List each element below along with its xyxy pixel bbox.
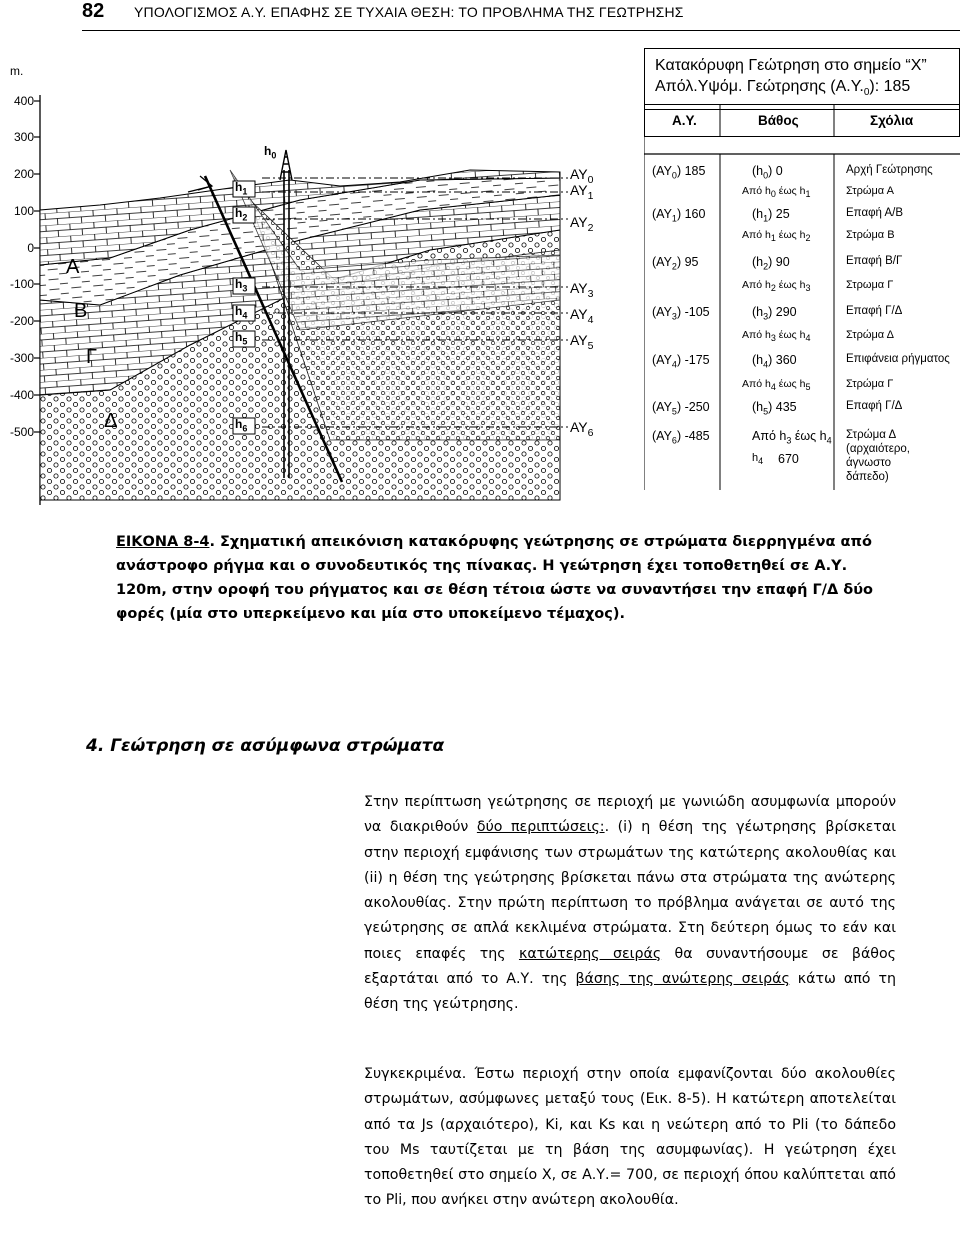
h-label: $h_3$ bbox=[235, 277, 248, 294]
table-title bbox=[644, 48, 960, 110]
y-tick-label: -300 bbox=[9, 351, 34, 365]
table-cell-ay: $(AY_0)$ 185 bbox=[652, 164, 706, 181]
figure-caption bbox=[116, 530, 896, 626]
table-cell-note: (αρχαιότερο, bbox=[846, 443, 910, 455]
table-cell-note: Στρωμα Γ bbox=[846, 279, 894, 291]
ay-label: $AY_0$ bbox=[570, 166, 594, 186]
table-cell-note: Επαφή Γ/Δ bbox=[846, 305, 903, 317]
table-cell-depth: $(h_1)$ 25 bbox=[752, 207, 790, 224]
table-cell-note: Επιφάνεια ρήγματος bbox=[846, 353, 950, 365]
paragraph-1: Στην περίπτωση γεώτρησης σε περιοχή με γωνιώδη ασυμφωνία μπορούν να διακριθούν δύο περιπτώσεις:. (i) η θέση της γέωτρησης βρίσκεται στην περιοχή εμφάνισης των στρωμάτων της κατώτερης ακολουθίας και (ii) η θέση της γεώτρησης βρίσκεται πάνω στα στρώματα της ανώτερης ακολουθίας. Στην πρώτη περίπτωση το πρόβλημα ανάγεται σε αυτό της γεώτρησης σε απλά κεκλιμένα στρώματα. Στη δεύτερη όμως το εάν και ποιες επαφές της κατώτερης σειράς θα συναντήσουμε σε βάθος εξαρτάται από το Α.Υ. της βάσης της ανώτερης σειράς κάτω από τη θέση της γεώτρησης. bbox=[364, 794, 897, 1013]
layer-label: Γ bbox=[86, 346, 98, 368]
caption-text: . Σχηματική απεικόνιση κατακόρυφης γεώτρησης σε στρώματα διερρηγμένα από ανάστροφο ρήγμα και ο συνοδευτικός της πίνακας. Η γεώτρηση έχει τοποθετηθεί σε Α.Υ. 120m, στην οροφή του ρήγματος και σε θέση τέτοια ώστε να συναντήσει την επαφή Γ/Δ δύο φορές (μία στο υπερκείμενο και μία στο υποκείμενο τέμαχος). bbox=[116, 534, 873, 622]
ay-label: $AY_4$ bbox=[570, 306, 594, 326]
y-tick-label: 200 bbox=[13, 167, 34, 181]
table-cell-depth: $(h_5)$ 435 bbox=[752, 400, 797, 417]
table-cell-note: Στρώμα Β bbox=[846, 229, 895, 241]
table-cell-depth: Από $h_3$ έως $h_4$ bbox=[752, 429, 832, 446]
table-cell-depth: $h_4$ bbox=[752, 452, 764, 467]
h-label: $h_4$ bbox=[235, 304, 248, 321]
y-tick-label: -200 bbox=[9, 314, 34, 328]
table-title-line1: Κατακόρυφη Γεώτρηση στο σημείο “Χ” bbox=[655, 57, 927, 74]
table-cell-depth: $(h_4)$ 360 bbox=[752, 353, 797, 370]
h-label: $h_1$ bbox=[235, 180, 248, 197]
table-cell-ay: $(AY_1)$ 160 bbox=[652, 207, 706, 224]
borehole-table bbox=[644, 48, 960, 110]
table-cell-depth: 670 bbox=[778, 452, 799, 466]
ay-label: $AY_2$ bbox=[570, 214, 594, 234]
table-title-line2: Απόλ.Υψόμ. Γεώτρησης $(A.\Upsilon._0)$: 185 bbox=[655, 78, 911, 99]
table-cell-note: Στρώμα Α bbox=[846, 185, 894, 197]
y-tick-label: 300 bbox=[13, 130, 34, 144]
table-cell-ay: $(AY_2)$ 95 bbox=[652, 255, 699, 272]
h-label: $h_6$ bbox=[235, 417, 248, 434]
table-cell-note: Αρχή Γεώτρησης bbox=[846, 164, 933, 176]
table-cell-note: δάπεδο) bbox=[846, 471, 889, 483]
table-cell-depth: $(h_2)$ 90 bbox=[752, 255, 790, 272]
table-cell-depth: Από $h_1$ έως $h_2$ bbox=[742, 229, 811, 244]
y-tick-label: 100 bbox=[13, 204, 34, 218]
y-tick-label: 400 bbox=[13, 94, 34, 108]
column-header: Α.Υ. bbox=[672, 113, 697, 128]
h-label: $h_0$ bbox=[264, 144, 277, 161]
table-cell-depth: Από $h_0$ έως $h_1$ bbox=[742, 185, 811, 200]
table-cell-depth: $(h_3)$ 290 bbox=[752, 305, 797, 322]
y-tick-label: -400 bbox=[9, 388, 34, 402]
y-tick-label: -100 bbox=[9, 277, 34, 291]
table-cell-ay: $(AY_5)$ -250 bbox=[652, 400, 710, 417]
table-cell-ay: $(AY_6)$ -485 bbox=[652, 429, 710, 446]
layer-label: Δ bbox=[104, 410, 118, 432]
table-cell-depth: Από $h_2$ έως $h_3$ bbox=[742, 279, 811, 294]
table-cell-note: Στρώμα Γ bbox=[846, 378, 894, 390]
caption-label: ΕΙΚΟΝΑ 8-4 bbox=[116, 534, 210, 550]
ay-label: $AY_1$ bbox=[570, 182, 594, 202]
header-rule bbox=[82, 30, 960, 31]
table-cell-note: Στρώμα Δ bbox=[846, 329, 894, 341]
table-cell-depth: $(h_0)$ 0 bbox=[752, 164, 783, 181]
column-header: Βάθος bbox=[758, 113, 799, 128]
table-cell-depth: Από $h_3$ έως $h_4$ bbox=[742, 329, 811, 344]
running-title: ΥΠΟΛΟΓΙΣΜΟΣ Α.Υ. ΕΠΑΦΗΣ ΣΕ ΤΥΧΑΙΑ ΘΕΣΗ: ΤΟ ΠΡΟΒΛΗΜΑ ΤΗΣ ΓΕΩΤΡΗΣΗΣ bbox=[134, 4, 684, 20]
layer-label: B bbox=[74, 300, 88, 322]
ay-label: $AY_5$ bbox=[570, 332, 594, 352]
y-axis-unit: m. bbox=[10, 64, 24, 78]
h-label: $h_5$ bbox=[235, 330, 248, 347]
h-label: $h_2$ bbox=[235, 206, 248, 223]
table-cell-note: Επαφή Β/Γ bbox=[846, 255, 903, 267]
table-cell-note: Επαφή Γ/Δ bbox=[846, 400, 903, 412]
table-cell-note: Στρώμα Δ bbox=[846, 429, 897, 441]
column-header: Σχόλια bbox=[870, 113, 914, 128]
table-cell-depth: Από $h_4$ έως $h_5$ bbox=[742, 378, 811, 393]
section-heading: 4. Γεώτρηση σε ασύμφωνα στρώματα bbox=[86, 736, 445, 756]
layer-label: A bbox=[66, 256, 80, 278]
paragraph-2: Συγκεκριμένα. Έστω περιοχή στην οποία εμφανίζονται δύο ακολουθίες στρωμάτων, ασύμφωνες μεταξύ τους (Εικ. 8-5). Η κατώτερη αποτελείται από τα Js (αρχαιότερο), Ki, και Ks και η νεώτερη από το Pli (το δάπεδο του Ms ταυτίζεται με τη βάση της ασυμφωνίας). Η γεώτρηση έχει τοποθετηθεί στο σημείο Χ, σε Α.Υ.= 700, σε περιοχή όπου καλύπτεται από το Pli, που ανήκει στην ανώτερη ακολουθία. bbox=[364, 1066, 896, 1209]
table-cell-ay: $(AY_4)$ -175 bbox=[652, 353, 710, 370]
ay-label: $AY_6$ bbox=[570, 419, 594, 439]
cross-section-figure bbox=[0, 40, 644, 510]
y-tick-label: -500 bbox=[9, 425, 34, 439]
y-tick-label: 0 bbox=[27, 241, 34, 255]
table-cell-note: Επαφή Α/Β bbox=[846, 207, 904, 219]
page-number: 82 bbox=[82, 0, 105, 22]
table-cell-ay: $(AY_3)$ -105 bbox=[652, 305, 710, 322]
table-cell-note: άγνωστο bbox=[846, 457, 892, 469]
ay-label: $AY_3$ bbox=[570, 280, 594, 300]
